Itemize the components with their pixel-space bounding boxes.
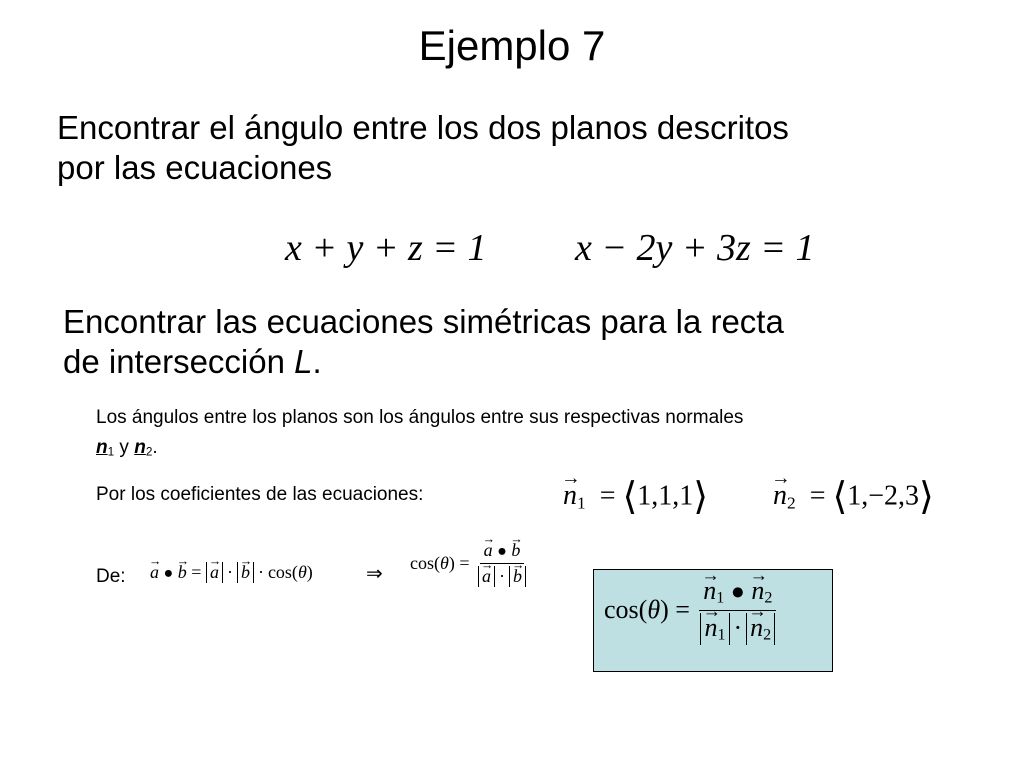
plane-equation-1: x + y + z = 1	[285, 227, 487, 269]
problem-2-text: de intersección	[63, 343, 295, 380]
normals-explanation	[96, 403, 743, 468]
normal-vector-n2-equation: → $n_2$ = ⟨1,−2,3⟩	[773, 474, 934, 519]
de-label: De:	[96, 566, 126, 587]
problem-statement-2	[63, 302, 784, 382]
dot-product-identity: → a ● → b = → a ·→ b · cos(θ)	[150, 562, 313, 583]
explanation-line-1: Los ángulos entre los planos son los ángulos entre sus respectivas normales	[96, 407, 744, 428]
implies-arrow: ⇒	[366, 563, 383, 585]
coefficients-label: Por los coeficientes de las ecuaciones:	[96, 484, 424, 505]
problem-statement-1	[57, 108, 789, 188]
n2-components: 1,−2,3	[847, 480, 920, 512]
problem-1-line-1: Encontrar el ángulo entre los dos planos descritos	[57, 109, 789, 146]
problem-2-line-1: Encontrar las ecuaciones simétricas para la recta	[63, 303, 784, 340]
normal-n1-symbol: n	[96, 437, 108, 458]
problem-2-line-2	[63, 342, 784, 382]
conjunction: y	[114, 437, 135, 458]
page-title: Ejemplo 7	[418, 22, 606, 69]
problem-1-line-2: por las ecuaciones	[57, 149, 333, 186]
cosine-formula-normals: cos(θ) = → $n_1$ ● → $n_2$ → $n_1 \cdot\to n_2$	[604, 576, 779, 645]
cosine-formula-ab: cos(θ) = → a ● → b → a ·→ b	[410, 540, 530, 587]
explanation-line-2	[96, 433, 743, 468]
plane-equation-2: x − 2y + 3z = 1	[575, 227, 815, 269]
normal-n2-subscript: 2	[145, 445, 153, 459]
problem-2-period: .	[312, 343, 322, 380]
normal-vector-n1-equation: → $n_1$ = ⟨1,1,1⟩	[563, 474, 708, 519]
normal-n2-symbol: n	[134, 437, 146, 458]
normal-n1-subscript: 1	[107, 445, 115, 459]
n1-components: 1,1,1	[637, 480, 694, 512]
explanation-period: .	[152, 437, 158, 458]
line-variable-L: L	[294, 343, 313, 380]
